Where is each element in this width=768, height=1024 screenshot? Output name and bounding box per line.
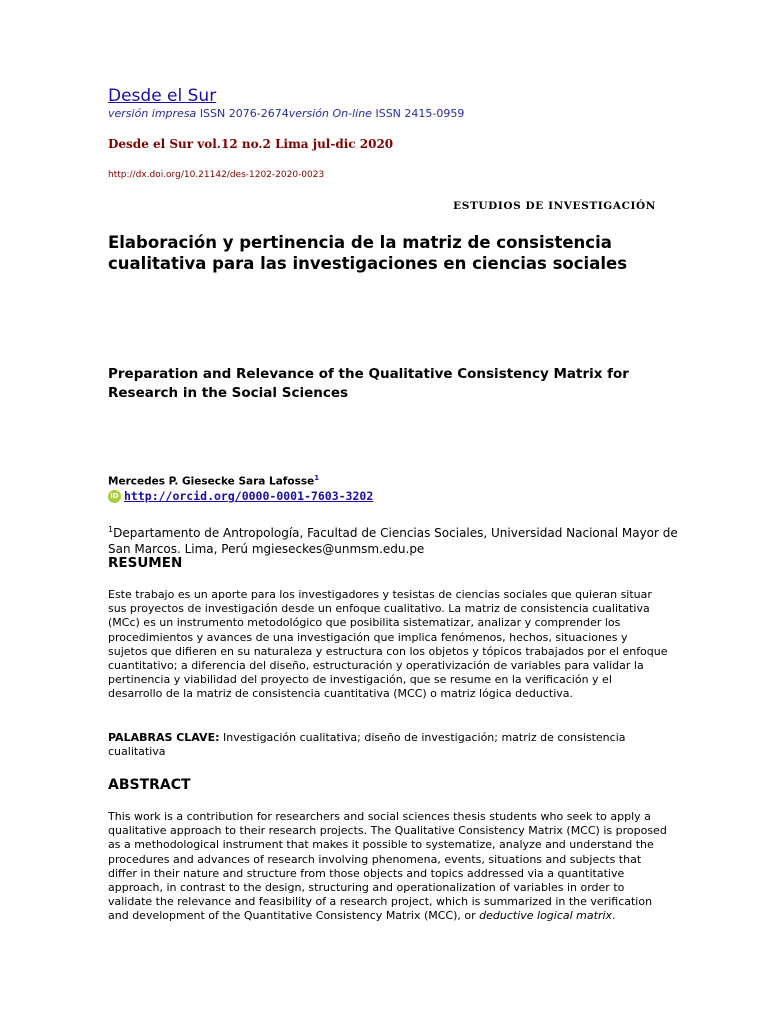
footnote-link[interactable]: 1 bbox=[314, 474, 320, 482]
journal-citation: Desde el Sur vol.12 no.2 Lima jul-dic 2020 bbox=[108, 137, 394, 151]
abstract-body bbox=[108, 810, 668, 924]
issn-online-label: versión On-line bbox=[288, 107, 372, 120]
orcid-icon: iD bbox=[108, 490, 121, 503]
author-name bbox=[108, 473, 319, 488]
affiliation-text: Departamento de Antropología, Facultad de Ciencias Sociales, Universidad Nacional Mayor de San Marcos. Lima, Perú mgieseckes@unmsm.edu.pe bbox=[108, 526, 678, 556]
section-label: ESTUDIOS DE INVESTIGACIÓN bbox=[453, 200, 656, 212]
orcid-link[interactable]: http://orcid.org/0000-0001-7603-3202 bbox=[124, 489, 374, 503]
abstract-body-text: This work is a contribution for researchers and social sciences thesis students who seek to apply a qualitative approach to their research projects. The Qualitative Consistency Matrix (MCC) is proposed as a methodological instrument that makes it possible to systematize, analyze and understand the procedures and advances of research involving phenomena, events, situations and subjects that differ in their nature and structure from those objects and topics addressed via a quantitative approach, in contrast to the design, structuring and operationalization of variables in order to validate the relevance and feasibility of a research project, which is summarized in the verification and development of the Quantitative Consistency Matrix (MCC), or bbox=[108, 810, 667, 923]
abstract-heading: ABSTRACT bbox=[108, 777, 191, 793]
issn-print: ISSN 2076-2674 bbox=[199, 107, 289, 120]
keywords-label: PALABRAS CLAVE: bbox=[108, 731, 220, 744]
abstract-body-end: . bbox=[612, 909, 616, 923]
article-title-es: Elaboración y pertinencia de la matriz de consistencia cualitativa para las investigaciones en ciencias sociales bbox=[108, 233, 628, 273]
resumen-heading: RESUMEN bbox=[108, 555, 183, 571]
issn-print-label: versión impresa bbox=[108, 107, 197, 120]
article-title-en: Preparation and Relevance of the Qualitative Consistency Matrix for Research in the Social Sciences bbox=[108, 366, 629, 401]
orcid-row bbox=[108, 489, 373, 503]
affiliation-marker: 1 bbox=[108, 525, 114, 534]
affiliation bbox=[108, 522, 678, 557]
author-footnote bbox=[314, 473, 319, 483]
issn-online: ISSN 2415-0959 bbox=[375, 107, 465, 120]
doi: http://dx.doi.org/10.21142/des-1202-2020-0023 bbox=[108, 170, 325, 180]
journal-title-link[interactable]: Desde el Sur bbox=[108, 86, 217, 106]
keywords bbox=[108, 731, 668, 759]
author-name-text: Mercedes P. Giesecke Sara Lafosse bbox=[108, 475, 315, 488]
keywords-text: Investigación cualitativa; diseño de investigación; matriz de consistencia cualitativa bbox=[108, 731, 626, 759]
abstract-body-italic: deductive logical matrix bbox=[479, 909, 613, 923]
resumen-body: Este trabajo es un aporte para los investigadores y tesistas de ciencias sociales que quieran situar sus proyectos de investigación desde un enfoque cualitativo. La matriz de consistencia cualitativa (MCc) es un instrumento metodológico que posibilita sistematizar, analizar y comprender los procedimientos y avances de una investigación que implica fenómenos, hechos, situaciones y sujetos que difieren en su naturaleza y estructura con los objetos y tópicos trabajados por el enfoque cuantitativo; a diferencia del diseño, estructuración y operativización de variables para validar la pertinencia y viabilidad del proyecto de investigación, que se resume en la verificación y el desarrollo de la matriz de consistencia cuantitativa (MCC) o matriz lógica deductiva. bbox=[108, 588, 668, 701]
issn-line bbox=[108, 107, 464, 120]
